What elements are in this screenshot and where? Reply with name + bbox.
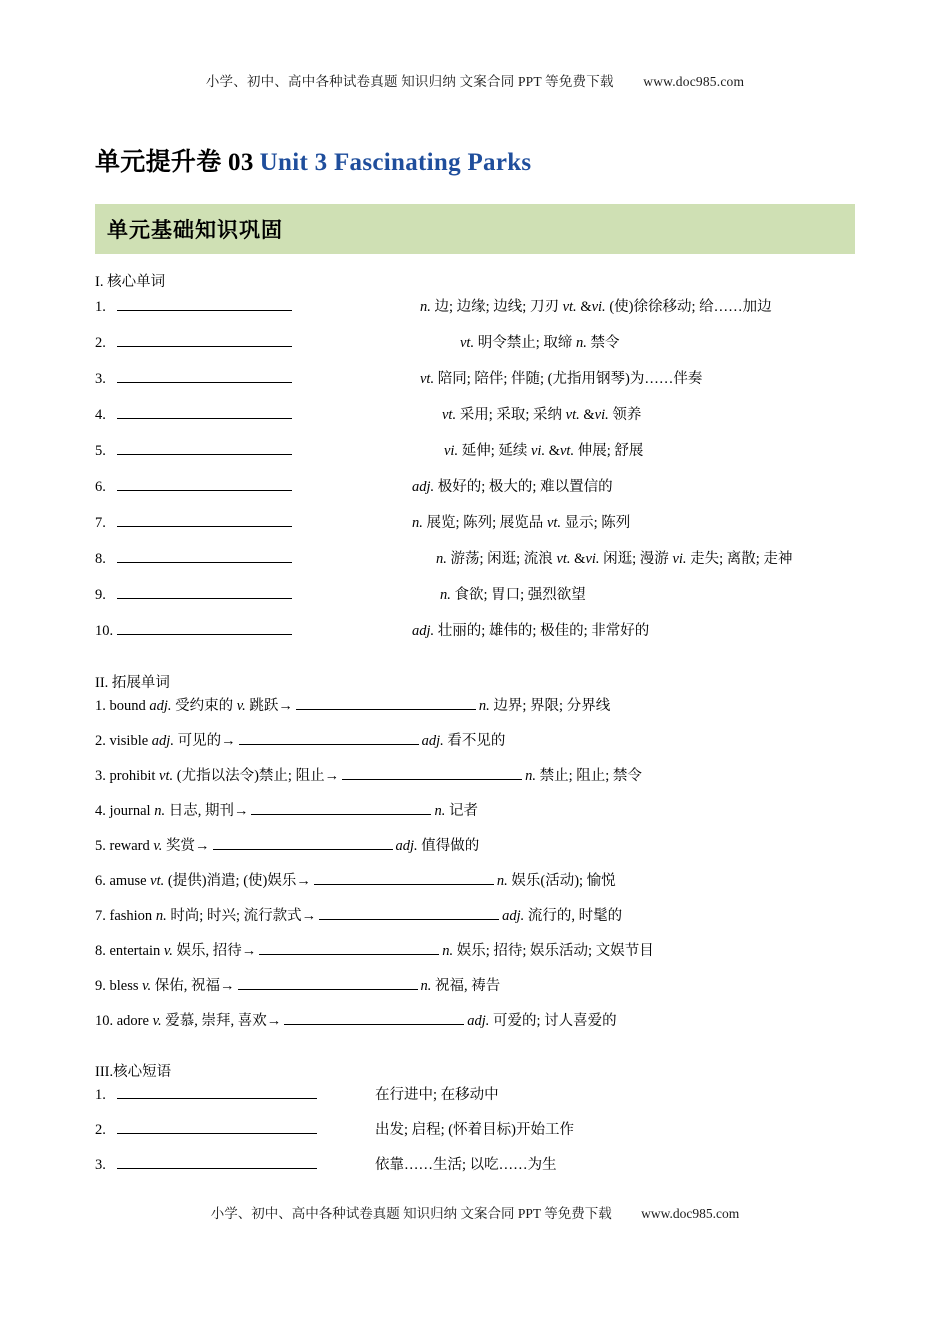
phrase-row <box>95 1118 855 1153</box>
phrase-number: 3. <box>95 1157 106 1173</box>
core-word-definition: vt. 采用; 采取; 采纳 vt. &vi. 领养 <box>442 407 642 423</box>
footer-note-text: 小学、初中、高中各种试卷真题 知识归纳 文案合同 PPT 等免费下载 <box>210 1206 612 1221</box>
core-word-blank[interactable] <box>117 584 292 599</box>
core-word-blank[interactable] <box>117 368 292 383</box>
extended-word-row <box>95 764 855 799</box>
phrase-definition: 出发; 启程; (怀着目标)开始工作 <box>375 1122 574 1138</box>
extended-word-blank[interactable] <box>319 905 499 920</box>
extended-word-blank[interactable] <box>342 765 522 780</box>
extended-word-source: 8. entertain v. 娱乐, 招待→ <box>95 943 257 959</box>
core-word-number: 6. <box>95 479 106 495</box>
extended-words-heading: II. 拓展单词 <box>95 675 170 691</box>
core-word-definition: adj. 壮丽的; 雄伟的; 极佳的; 非常好的 <box>412 623 650 639</box>
extended-word-blank[interactable] <box>296 695 476 710</box>
extended-word-target: adj. 值得做的 <box>395 838 480 854</box>
core-word-blank[interactable] <box>117 332 292 347</box>
core-word-blank[interactable] <box>117 620 292 635</box>
core-word-definition: vi. 延伸; 延续 vi. &vt. 伸展; 舒展 <box>444 443 644 459</box>
core-word-row <box>95 331 855 367</box>
core-word-row <box>95 547 855 583</box>
extended-word-source: 2. visible adj. 可见的→ <box>95 733 236 749</box>
core-word-definition: n. 食欲; 胃口; 强烈欲望 <box>440 587 586 603</box>
core-word-row <box>95 295 855 331</box>
phrase-blank[interactable] <box>117 1154 317 1169</box>
extended-word-row <box>95 1009 855 1044</box>
page-title-en: Unit 3 Fascinating Parks <box>259 149 532 176</box>
extended-words-list <box>95 694 855 1044</box>
section-banner <box>95 204 855 254</box>
phrase-number: 2. <box>95 1122 106 1138</box>
core-word-blank[interactable] <box>117 548 292 563</box>
extended-word-source: 10. adore v. 爱慕, 崇拜, 喜欢→ <box>95 1013 282 1029</box>
core-word-number: 3. <box>95 371 106 387</box>
core-word-definition: n. 展览; 陈列; 展览品 vt. 显示; 陈列 <box>412 515 631 531</box>
extended-word-row <box>95 694 855 729</box>
core-word-blank[interactable] <box>117 296 292 311</box>
core-word-row <box>95 619 855 655</box>
extended-word-row <box>95 939 855 974</box>
core-word-definition: vt. 明令禁止; 取缔 n. 禁令 <box>460 335 620 351</box>
phrase-definition: 依靠……生活; 以吃……为生 <box>375 1157 557 1173</box>
extended-word-row <box>95 974 855 1009</box>
extended-word-source: 9. bless v. 保佑, 祝福→ <box>95 978 235 994</box>
extended-word-row <box>95 799 855 834</box>
phrases-list <box>95 1083 855 1188</box>
core-word-definition: adj. 极好的; 极大的; 难以置信的 <box>412 479 613 495</box>
core-word-number: 2. <box>95 335 106 351</box>
extended-word-target: adj. 看不见的 <box>421 733 506 749</box>
core-words-list <box>95 295 855 655</box>
extended-word-blank[interactable] <box>259 940 439 955</box>
extended-word-target: n. 娱乐; 招待; 娱乐活动; 文娱节目 <box>442 943 654 959</box>
extended-word-row <box>95 729 855 764</box>
extended-word-source: 1. bound adj. 受约束的 v. 跳跃→ <box>95 698 293 714</box>
core-word-row <box>95 367 855 403</box>
extended-word-target: n. 禁止; 阻止; 禁令 <box>525 768 642 784</box>
core-word-blank[interactable] <box>117 512 292 527</box>
core-word-blank[interactable] <box>117 404 292 419</box>
core-word-number: 7. <box>95 515 106 531</box>
extended-word-source: 3. prohibit vt. (尤指以法令)禁止; 阻止→ <box>95 768 340 784</box>
core-word-number: 1. <box>95 299 106 315</box>
extended-word-target: adj. 流行的, 时髦的 <box>502 908 623 924</box>
extended-word-source: 5. reward v. 奖赏→ <box>95 838 210 854</box>
extended-word-target: n. 边界; 界限; 分界线 <box>478 698 611 714</box>
core-word-number: 8. <box>95 551 106 567</box>
extended-word-blank[interactable] <box>213 835 393 850</box>
page-footer-note <box>0 1202 950 1222</box>
extended-word-row <box>95 869 855 904</box>
extended-word-blank[interactable] <box>284 1010 464 1025</box>
core-word-definition: n. 游荡; 闲逛; 流浪 vt. &vi. 闲逛; 漫游 vi. 走失; 离散; 走神 <box>436 551 793 567</box>
footer-site-url: www.doc985.com <box>641 1206 740 1221</box>
page-title <box>95 142 855 178</box>
extended-word-target: n. 祝福, 祷告 <box>420 978 501 994</box>
core-word-row <box>95 511 855 547</box>
extended-word-source: 6. amuse vt. (提供)消遣; (使)娱乐→ <box>95 873 311 889</box>
core-word-row <box>95 475 855 511</box>
phrase-row <box>95 1153 855 1188</box>
extended-word-target: adj. 可爱的; 讨人喜爱的 <box>467 1013 617 1029</box>
extended-word-row <box>95 904 855 939</box>
core-word-blank[interactable] <box>117 440 292 455</box>
core-word-number: 5. <box>95 443 106 459</box>
core-word-number: 4. <box>95 407 106 423</box>
extended-word-blank[interactable] <box>251 800 431 815</box>
extended-word-blank[interactable] <box>239 730 419 745</box>
core-word-definition: n. 边; 边缘; 边线; 刀刃 vt. &vi. (使)徐徐移动; 给……加边 <box>420 299 772 315</box>
extended-word-target: n. 记者 <box>434 803 478 819</box>
core-word-row <box>95 583 855 619</box>
phrase-definition: 在行进中; 在移动中 <box>375 1087 499 1103</box>
extended-word-blank[interactable] <box>314 870 494 885</box>
extended-word-row <box>95 834 855 869</box>
extended-word-source: 4. journal n. 日志, 期刊→ <box>95 803 249 819</box>
core-word-row <box>95 403 855 439</box>
page-header-note <box>95 0 855 90</box>
extended-word-blank[interactable] <box>238 975 418 990</box>
header-site-url: www.doc985.com <box>643 74 745 89</box>
phrase-number: 1. <box>95 1087 106 1103</box>
core-word-definition: vt. 陪同; 陪伴; 伴随; (尤指用钢琴)为……伴奏 <box>420 371 703 387</box>
core-words-heading: I. 核心单词 <box>95 274 166 290</box>
page-title-cn: 单元提升卷 03 <box>95 149 254 176</box>
core-word-number: 10. <box>95 623 114 639</box>
extended-word-target: n. 娱乐(活动); 愉悦 <box>496 873 616 889</box>
header-note-text: 小学、初中、高中各种试卷真题 知识归纳 文案合同 PPT 等免费下载 <box>205 74 614 89</box>
phrase-row <box>95 1083 855 1118</box>
phrase-blank[interactable] <box>117 1084 317 1099</box>
phrases-heading: III.核心短语 <box>95 1064 172 1080</box>
core-word-number: 9. <box>95 587 106 603</box>
core-word-row <box>95 439 855 475</box>
extended-word-source: 7. fashion n. 时尚; 时兴; 流行款式→ <box>95 908 317 924</box>
section-banner-label: 单元基础知识巩固 <box>107 219 283 242</box>
phrase-blank[interactable] <box>117 1119 317 1134</box>
core-word-blank[interactable] <box>117 476 292 491</box>
